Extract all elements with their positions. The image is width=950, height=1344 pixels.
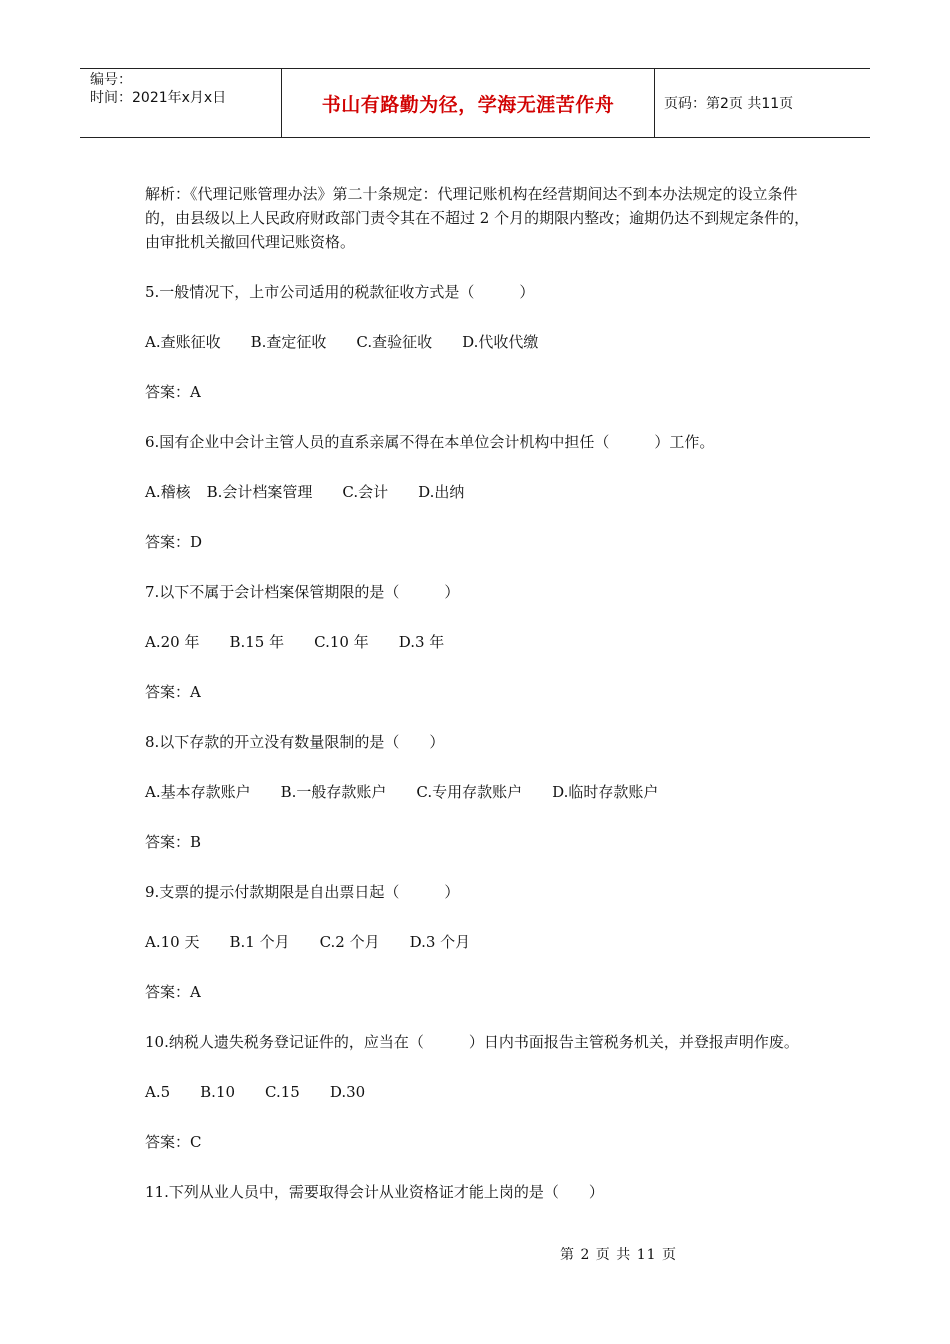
option: B.15 年 <box>229 633 285 651</box>
option: A.稽核 <box>145 483 191 501</box>
question-text: 5.一般情况下，上市公司适用的税款征收方式是（ ） <box>145 283 535 301</box>
options-row <box>145 330 810 354</box>
option: C.15 <box>265 1083 300 1101</box>
question-text: 7.以下不属于会计档案保管期限的是（ ） <box>145 583 460 601</box>
option: A.基本存款账户 <box>145 783 251 801</box>
header-motto: 书山有路勤为径，学海无涯苦作舟 <box>321 93 615 116</box>
options-row <box>145 1080 810 1104</box>
question-block <box>145 580 810 730</box>
date-label: 时间：2021年x月x日 <box>90 90 227 106</box>
option: B.查定征收 <box>250 333 327 351</box>
answer-text: 答案：A <box>145 683 201 701</box>
analysis-paragraph: 解析：《代理记账管理办法》第二十条规定：代理记账机构在经营期间达不到本办法规定的设立条件的，由县级以上人民政府财政部门责令其在不超过 2 个月的期限内整改；逾期仍达不到规定条件的，由审批机关撤回代理记账资格。 <box>145 185 810 251</box>
question-text: 10.纳税人遗失税务登记证件的，应当在（ ）日内书面报告主管税务机关，并登报声明作废。 <box>145 1033 799 1051</box>
number-label: 编号： <box>90 72 132 88</box>
header-divider <box>654 69 655 137</box>
options-row <box>145 630 810 654</box>
option: B.1 个月 <box>229 933 290 951</box>
answer-text: 答案：A <box>145 383 201 401</box>
page-footer: 第 2 页 共 11 页 <box>560 1247 677 1263</box>
document-body <box>145 182 810 1204</box>
option: C.查验征收 <box>356 333 433 351</box>
option: B.会计档案管理 <box>206 483 313 501</box>
option: D.3 个月 <box>409 933 471 951</box>
option: D.代收代缴 <box>462 333 539 351</box>
option: A.20 年 <box>145 633 200 651</box>
option: C.专用存款账户 <box>416 783 523 801</box>
question-block <box>145 880 810 1030</box>
option: D.30 <box>329 1083 366 1101</box>
question-text: 8.以下存款的开立没有数量限制的是（ ） <box>145 733 445 751</box>
options-row <box>145 780 810 804</box>
options-row <box>145 930 810 954</box>
header-meta <box>90 71 226 107</box>
answer-text: 答案：C <box>145 1133 202 1151</box>
question-block <box>145 730 810 880</box>
answer-text: 答案：D <box>145 533 203 551</box>
option: B.10 <box>200 1083 236 1101</box>
option: C.会计 <box>342 483 389 501</box>
header-table <box>80 68 870 138</box>
option: D.出纳 <box>418 483 465 501</box>
option: B.一般存款账户 <box>280 783 387 801</box>
option: C.10 年 <box>314 633 369 651</box>
question-text: 6.国有企业中会计主管人员的直系亲属不得在本单位会计机构中担任（ ）工作。 <box>145 433 715 451</box>
option: A.查账征收 <box>145 333 221 351</box>
question-block <box>145 430 810 580</box>
header-page-number: 页码：第2页 共11页 <box>664 96 794 112</box>
option: C.2 个月 <box>319 933 380 951</box>
option: A.5 <box>145 1083 171 1101</box>
answer-text: 答案：B <box>145 833 202 851</box>
options-row <box>145 480 810 504</box>
question-block <box>145 280 810 430</box>
option: D.3 年 <box>398 633 445 651</box>
option: A.10 天 <box>145 933 200 951</box>
question-text: 11.下列从业人员中，需要取得会计从业资格证才能上岗的是（ ） <box>145 1183 604 1201</box>
question-text: 9.支票的提示付款期限是自出票日起（ ） <box>145 883 460 901</box>
option: D.临时存款账户 <box>552 783 659 801</box>
answer-text: 答案：A <box>145 983 201 1001</box>
question-block <box>145 1030 810 1180</box>
